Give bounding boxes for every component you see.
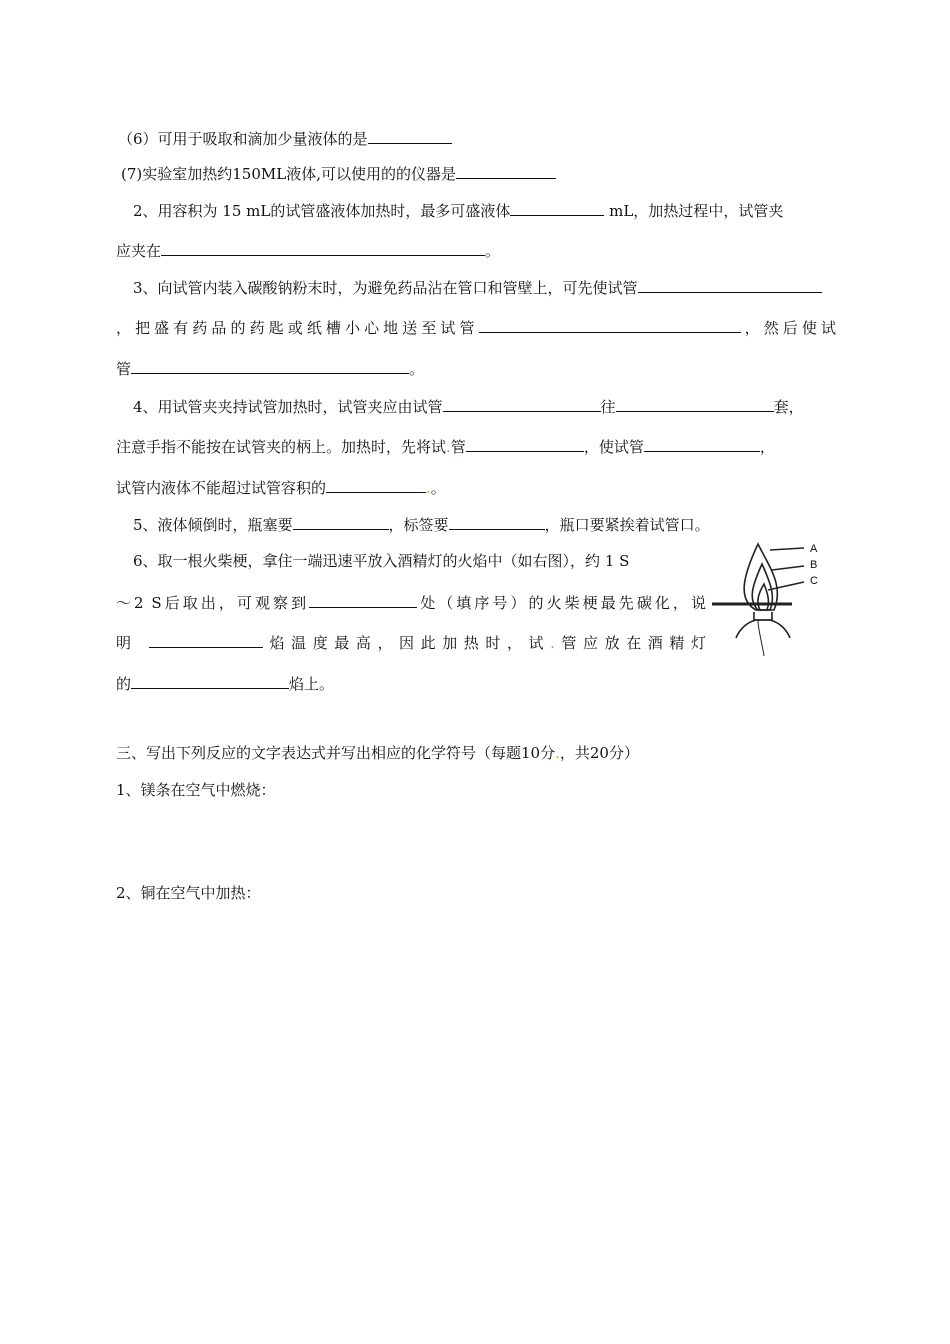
q2-line2 [116, 240, 500, 261]
q3-line3 [116, 358, 424, 379]
q3-text-4: 管 [116, 360, 132, 378]
q4-text-9: 。 [430, 479, 446, 497]
q4-text-7: ， [759, 438, 775, 456]
q4-text-8: 试管内液体不能超过试管容积的 [116, 479, 327, 497]
label-a: A [810, 543, 818, 555]
q3-text-1: 3、向试管内装入碳酸钠粉末时，为避免药品沾在管口和管壁上，可先使试管 [133, 279, 638, 297]
section3-title-a: 三、写出下列反应的文字表达式并写出相应的化学符号（每题10 [116, 744, 541, 762]
q3-blank-1[interactable] [638, 277, 822, 293]
q6-text-5: 焰温度最高，因此加热时，试 [262, 634, 551, 652]
section3-item1-text: 1、镁条在空气中燃烧： [116, 781, 276, 799]
q4-text-1: 4、用试管夹夹持试管加热时，试管夹应由试管 [133, 398, 443, 416]
q6-blank-2[interactable] [149, 632, 263, 648]
q3-blank-2[interactable] [479, 317, 741, 333]
q3-text-5: 。 [409, 360, 425, 378]
q6-line4 [116, 673, 334, 694]
q4-text-2: 往 [600, 398, 616, 416]
q1-item6 [118, 128, 452, 149]
q6-text-7: 的 [116, 675, 132, 693]
q2-text-2: mL，加热过程中，试管夹 [604, 202, 784, 220]
label-line-c [768, 582, 804, 590]
alcohol-lamp-flame-figure [712, 538, 824, 658]
q4-blank-1[interactable] [443, 396, 601, 412]
q4-blank-2[interactable] [616, 396, 774, 412]
q6-line3 [116, 632, 706, 653]
q2-blank-volume[interactable] [510, 200, 604, 216]
q2-blank-position[interactable] [161, 240, 485, 256]
q2-line1 [133, 200, 783, 221]
lamp-neck-icon [754, 612, 772, 620]
q4-blank-3[interactable] [466, 436, 584, 452]
section3-item1 [116, 780, 276, 800]
q5-line1 [133, 514, 710, 535]
q1-item6-blank[interactable] [368, 128, 452, 144]
q1-item6-text: （6）可用于吸取和滴加少量液体的是 [118, 130, 368, 148]
q4-mark-2: . [426, 479, 431, 497]
q1-item7-blank[interactable] [456, 163, 556, 179]
q4-text-6: ，使试管 [583, 438, 644, 456]
q4-line1 [133, 396, 804, 417]
q6-line2 [116, 592, 706, 613]
section3-mark: . [555, 744, 560, 762]
q4-blank-4[interactable] [644, 436, 760, 452]
section3-title-b: 分 [540, 744, 556, 762]
q5-text-1: 5、液体倾倒时，瓶塞要 [133, 516, 293, 534]
wick-icon [758, 620, 764, 656]
label-line-b [772, 566, 804, 570]
q5-blank-2[interactable] [449, 514, 545, 530]
q3-line1 [133, 277, 822, 298]
section3-title [116, 743, 639, 763]
q2-text-1: 2、用容积为 15 mL的试管盛液体加热时，最多可盛液体 [133, 202, 511, 220]
q4-text-5: 管 [450, 438, 466, 456]
label-b: B [810, 559, 818, 571]
q6-text-4: 明 [116, 634, 138, 652]
q3-text-2: ，把盛有药品的药匙或纸槽小心地送至试管 [116, 319, 479, 337]
q4-text-3: 套， [773, 398, 804, 416]
q6-text-2: ～2 S后取出，可观察到 [116, 594, 310, 612]
q6-line1 [133, 551, 629, 571]
q4-mark: . [446, 438, 451, 456]
q2-text-3: 应夹在 [116, 242, 162, 260]
q2-text-4: 。 [485, 242, 501, 260]
q6-text-8: 焰上。 [289, 675, 335, 693]
q5-text-2: ，标签要 [388, 516, 449, 534]
q6-blank-3[interactable] [131, 673, 289, 689]
q5-blank-1[interactable] [293, 514, 389, 530]
label-line-a [770, 548, 804, 550]
section3-title-c: ，共20分） [559, 744, 639, 762]
inner-flame-icon [758, 584, 769, 610]
q4-blank-5[interactable] [326, 477, 426, 493]
q6-blank-1[interactable] [309, 592, 417, 608]
section3-item2 [116, 883, 261, 903]
q6-text-3: 处（填序号）的火柴梗最先碳化，说 [417, 594, 706, 612]
lamp-body-icon [736, 620, 790, 638]
label-c: C [810, 575, 818, 587]
q4-text-4: 注意手指不能按在试管夹的柄上。加热时，先将试 [116, 438, 447, 456]
q6-text-1: 6、取一根火柴梗，拿住一端迅速平放入酒精灯的火焰中（如右图），约 1 S [133, 552, 630, 570]
section3-item2-text: 2、铜在空气中加热： [116, 884, 261, 902]
q4-line2 [116, 436, 775, 457]
q6-text-6: 管应放在酒精灯 [554, 634, 706, 652]
q4-line3 [116, 477, 446, 498]
q3-blank-3[interactable] [131, 358, 409, 374]
q6-mark: . [550, 634, 555, 652]
q1-item7 [121, 163, 556, 184]
q3-line2 [116, 317, 836, 338]
q3-text-3: ，然后使试 [740, 319, 836, 337]
q5-text-3: ，瓶口要紧挨着试管口。 [544, 516, 710, 534]
q1-item7-text: (7)实验室加热约150ML液体,可以使用的的仪器是 [121, 165, 456, 183]
